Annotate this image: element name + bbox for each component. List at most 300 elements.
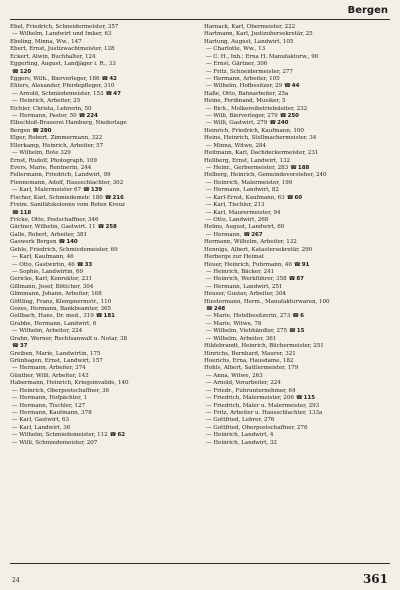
repeat-dash: — [206,395,214,402]
entry-text: Grabbe, Hermann, Landwirt, 6 [10,320,97,327]
directory-entry [204,291,390,298]
entry-text: Hartmann, Karl, Justizobersekretär, 25 [204,31,313,38]
repeat-dash: — [206,432,214,439]
directory-entry [10,291,196,298]
entry-text: Gillmann, Josef, Böttcher, 304 [10,283,94,290]
entry-text: Wilhelm, Landwirt und Imker, 63 [19,31,112,38]
phone-number: ☎ 181 [96,313,115,319]
directory-entry [10,388,196,395]
entry-text: Freim. Sanitätskolonne vom Roten Kreuz [10,202,125,209]
directory-entry [10,180,196,187]
directory-entry [204,313,390,320]
directory-entry [10,128,196,135]
repeat-dash: — [206,194,214,201]
entry-text: Friedrich, Maler u. Malermeister, 293 [213,402,320,409]
entry-text: Göttling, Franz, Klempnermstr., 110 [10,298,112,305]
entry-text: Karl, Landwirt, 36 [19,424,71,431]
entry-text: Wilhelm, Bote 329 [19,150,71,157]
directory-entry [10,98,196,105]
repeat-dash: — [12,187,20,194]
directory-entry [204,247,390,254]
repeat-dash: — [12,150,20,157]
entry-text: Hinrichs, Bernhard, Maurer, 321 [204,350,296,357]
directory-entry [204,128,390,135]
entry-text: Heinrich, Friedrich, Kaufmann, 100 [204,127,304,134]
repeat-dash: — [206,372,214,379]
repeat-dash: — [12,395,20,402]
repeat-dash: — [12,328,20,335]
directory-entry [10,195,196,202]
repeat-dash: — [12,254,20,261]
directory-entry [204,343,390,350]
directory-entry [10,328,196,335]
repeat-dash: — [12,261,20,268]
directory-entry [10,284,196,291]
entry-text: Gaswerk Bergen [10,239,57,246]
directory-entry [10,54,196,61]
directory-entry [204,417,390,424]
repeat-dash: — [206,75,214,82]
repeat-dash: — [206,283,214,290]
directory-entry [204,224,390,231]
entry-text: Karl, Malermeister 67 [19,187,82,194]
directory-entry [204,432,390,439]
directory-entry [204,120,390,127]
directory-entry [10,262,196,269]
directory-entry [10,143,196,150]
directory-entry [10,336,196,343]
directory-entry [204,425,390,432]
directory-entry [10,46,196,53]
directory-entry [204,380,390,387]
directory-entry [10,113,196,120]
directory-entry [10,158,196,165]
phone-number: ☎ 47 [105,91,120,97]
repeat-dash: — [206,276,214,283]
entry-text: Harnack, Karl, Obermeister, 222 [204,24,296,30]
entry-text: Arnold, Schmiedemeister, 153 [19,90,104,97]
directory-entry [204,172,390,179]
entry-text: Greiben, Marie, Landwirtin, 175 [10,350,101,357]
directory-entry [204,440,390,447]
repeat-dash: — [206,335,214,342]
directory-entry [10,202,196,209]
entry-text: Fritz, Arbeiter u. Hausschlachter, 133a [213,409,323,416]
entry-text: Ernst, Gärtner, 306 [213,61,268,68]
entry-text: Hoerichs, Erna, Hausdame, 182 [204,357,294,364]
phone-number: ☎ 258 [98,224,117,230]
directory-entry [10,83,196,90]
directory-entry [204,210,390,217]
phone-number: ☎ 280 [32,128,51,134]
directory-entry [204,46,390,53]
entry-text: Eggerling, August, Landjäger i. R., 33 [10,61,116,68]
entry-text: Charlotte, Ww., 13 [213,46,266,53]
repeat-dash: — [12,402,20,409]
directory-entry [204,135,390,142]
phone-number: ☎ 33 [77,262,92,268]
directory-entry [204,395,390,402]
repeat-dash: — [12,268,20,275]
repeat-dash: — [206,53,214,60]
directory-entry [204,165,390,172]
phone-number: ☎ 250 [280,113,299,119]
repeat-dash: — [206,46,214,53]
directory-entry [10,410,196,417]
page-header-title: Bergen [347,5,388,16]
phone-number: ☎ 87 [289,276,304,282]
entry-text: Rich., Molkereibetriebsleiter, 232 [213,105,308,112]
directory-entry [204,39,390,46]
entry-text: Gozes, Hermann, Bankbeamter, 365 [10,306,112,313]
entry-text: Fricke, Otto, Postschaffner, 346 [10,216,99,223]
entry-text: Elbschloß-Brauerei Hamburg, Niederlage [10,120,127,127]
entry-text: Heins, Heinrich, Stellmachermeister, 34 [204,135,317,142]
entry-text: Hermann, Wilhelm, Arbeiter, 132 [204,239,297,246]
repeat-dash: — [206,409,214,416]
directory-entry [10,299,196,306]
repeat-dash: — [12,31,20,38]
entry-text: Hohls, Albert, Sattlermeister, 179 [204,365,299,372]
repeat-dash: — [206,439,214,446]
entry-text: Heinrich, Landwirt, 32 [213,439,277,446]
entry-text: Heinr., Gerbermeister, 283 [213,165,289,172]
entry-text: Hildebrandt, Heinrich, Büchermeister, 251 [204,343,324,350]
directory-entry [204,158,390,165]
directory-entry [10,106,196,113]
entry-text: Heine, Ferdinand, Musiker, 5 [204,98,286,105]
directory-entry [10,254,196,261]
entry-text: Gottfried, Oberpostschaffner, 276 [213,424,308,431]
page-number: 361 [362,572,388,586]
directory-entry [10,135,196,142]
entry-text: Arnold, Vorarbeiter, 224 [213,380,281,387]
directory-entry [10,440,196,447]
phone-number: ☎ 91 [294,262,309,268]
repeat-dash: — [12,98,20,105]
entry-text: Fritz, Schneidermeister, 277 [213,68,293,75]
directory-entry [204,187,390,194]
directory-entry [204,373,390,380]
directory-entry [10,403,196,410]
phone-number: ☎ 60 [287,195,302,201]
directory-entry [10,120,196,127]
entry-text: Fiennemann, Adolf, Hausschlachter, 302 [10,179,124,186]
entry-text: Sophie, Landwirtin, 69 [19,268,84,275]
entry-text: Hermann, [213,231,242,238]
entry-text: Gehle, Friedrich, Schmiedemeister, 69 [10,246,118,253]
directory-entry [204,321,390,328]
directory-entry [204,403,390,410]
repeat-dash: — [206,387,214,394]
entry-text: Willi, Schmiedemeister, 207 [19,439,98,446]
directory-entry [204,410,390,417]
directory-entry [204,299,390,306]
repeat-dash: — [206,142,214,149]
entry-text: Gärtner, Wilhelm, Gastwirt. 11 [10,224,96,231]
entry-text: Haße, Otto, Bahnarbeiter, 25a [204,90,289,97]
entry-text: Helms, August, Landwirt, 60 [204,224,285,231]
entry-text: Ebeling, Minna, Ww., 147 [10,38,82,45]
directory-entry [204,365,390,372]
phone-number: ☎ 6 [292,313,304,319]
entry-text: Ebel, Friedrich, Schneidermeister, 357 [10,24,119,30]
entry-text: Ehlers, Alexander, Pferdepfleger, 310 [10,83,115,90]
entry-text: Hermann, Kaufmann, 378 [19,409,92,416]
directory-entry [204,54,390,61]
directory-entry [204,61,390,68]
header-rule [10,19,390,20]
repeat-dash: — [12,439,20,446]
directory-entry [204,143,390,150]
directory-entry [204,24,390,31]
directory-entry [204,239,390,246]
repeat-dash: — [206,202,214,209]
directory-entry [10,395,196,402]
entry-text: Grahn, Werner, Rechtsanwalt u. Notar, 38 [10,335,128,342]
directory-entry [10,373,196,380]
repeat-dash: — [206,424,214,431]
repeat-dash: — [206,216,214,223]
directory-entry [10,269,196,276]
entry-text: Wilhelm, Arbeiter, 361 [213,335,277,342]
directory-entry [10,172,196,179]
repeat-dash: — [206,231,214,238]
entry-text: Eckert, Alwin, Buchhalter, 124 [10,53,96,60]
repeat-dash: — [206,402,214,409]
entry-text: C. H., Inh.: Erna H. Manufakturw., 90 [213,53,319,60]
directory-entry [204,306,390,313]
entry-text: Gericke, Karl, Konrektor, 231 [10,276,92,283]
phone-number: ☎ 188 [290,165,309,171]
repeat-dash: — [206,120,214,127]
entry-text: Hennigs, Albert, Katastersekretär, 290 [204,246,313,253]
directory-entry [10,313,196,320]
directory-entry [10,69,196,76]
directory-entry [10,432,196,439]
directory-entry [10,31,196,38]
directory-column-right [204,24,390,560]
phone-number: ☎ 140 [59,239,78,245]
repeat-dash: — [206,268,214,275]
directory-entry [204,217,390,224]
directory-entry [10,351,196,358]
repeat-dash: — [206,83,214,90]
entry-text: Hermann, Pastor, 50 [19,113,77,120]
entry-text: Wilhelm, Viehhändler, 275 [213,328,287,335]
repeat-dash: — [12,409,20,416]
entry-text: Fischer, Karl, Schmiedemstr. 180 [10,194,103,201]
phone-number: ☎ 15 [289,328,304,334]
entry-text: Eggers, Wilh., Bierverleger, 186 [10,75,100,82]
directory-entry [10,165,196,172]
entry-text: Karl, Maurermeister, 94 [213,209,281,216]
phone-number: ☎ 118 [12,210,31,216]
phone-number: ☎ 139 [83,187,102,193]
directory-entry [204,276,390,283]
repeat-dash: — [206,320,214,327]
directory-entry [204,106,390,113]
entry-text: Willi, Bierverleger, 279 [213,113,278,120]
entry-text: Hermann, Arbeiter, 374 [19,365,86,372]
directory-entry [10,187,196,194]
directory-entry [204,69,390,76]
repeat-dash: — [206,165,214,172]
directory-entry [204,76,390,83]
directory-entry [10,39,196,46]
repeat-dash: — [12,90,20,97]
phone-number: ☎ 37 [12,343,27,349]
directory-column-left [10,24,196,560]
entry-text: Karl, Gastwirt, 63 [19,417,70,424]
repeat-dash: — [12,432,20,439]
phone-number: ☎ 224 [79,113,98,119]
entry-text: Habermann, Heinrich, Kriegsinvalide, 140 [10,380,129,387]
entry-text: Galle, Robert, Arbeiter, 381 [10,231,88,238]
entry-text: Heinrich, Arbeiter, 25 [19,98,81,105]
directory-entry [204,83,390,90]
entry-text: Karl-Ernst, Kaufmann, 63 [213,194,285,201]
entry-text: Otto, Gastwirtin, 46 [19,261,75,268]
entry-text: Fellermann, Friedrich, Landwirt, 99 [10,172,111,179]
entry-text: Ebert, Ernst, Justizwachtmeister, 128 [10,46,115,53]
entry-text: Marie, Witwe, 78 [213,320,262,327]
repeat-dash: — [206,61,214,68]
directory-entry [10,76,196,83]
phone-number: ☎ 42 [102,76,117,82]
directory-entry [10,365,196,372]
entry-text: Otto, Landwirt, 268 [213,216,269,223]
directory-entry [204,351,390,358]
entry-text: Hermann, Landwirt, 82 [213,187,279,194]
directory-entry [10,276,196,283]
entry-text: Heinrich, Werkführer, 358 [213,276,287,283]
entry-text: Hermann, Landwirt, 251 [213,283,283,290]
entry-text: Karl, Kaufmann, 46 [19,254,74,261]
entry-text: Hermann, Tischler, 127 [19,402,85,409]
repeat-dash: — [206,209,214,216]
repeat-dash: — [206,380,214,387]
entry-text: Hartung, August, Landwirt, 105 [204,38,294,45]
directory-entry [10,343,196,350]
phone-number: ☎ 44 [284,83,299,89]
repeat-dash: — [206,417,214,424]
repeat-dash: — [206,313,214,320]
phone-number: ☎ 267 [243,232,262,238]
entry-text: Glimmann, Johann, Arbeiter, 168 [10,291,102,298]
directory-entry [10,150,196,157]
directory-entry [204,98,390,105]
directory-entry [10,380,196,387]
repeat-dash: — [206,113,214,120]
directory-entry [204,254,390,261]
directory-entry [10,358,196,365]
entry-text: Heuser, Gustav, Arbeiter, 304 [204,291,286,298]
entry-text: Heuer, Heinrich, Fuhrmann, 40 [204,261,292,268]
entry-text: Heinrich, Bäcker, 241 [213,268,275,275]
entry-text: Wilhelm, Hofbesitzer, 29 [213,83,282,90]
directory-entry [10,239,196,246]
entry-text: Gottfried, Lehrer, 276 [213,417,275,424]
directory-entry [204,262,390,269]
directory-columns [10,24,390,560]
entry-text: Hellberg, Ernst, Landwirt, 132 [204,157,290,164]
directory-entry [204,358,390,365]
directory-entry [10,61,196,68]
entry-text: Gollbach, Hans, Dr. med., 319 [10,313,94,320]
directory-entry [10,217,196,224]
entry-text: Heinrich, Landwirt, 4 [213,432,274,439]
directory-entry [204,91,390,98]
entry-text: Herberge zur Heimat [204,254,265,261]
repeat-dash: — [12,387,20,394]
entry-text: Karl, Tischler, 213 [213,202,265,209]
entry-text: Friedr., Fuhrunternehmer, 64 [213,387,296,394]
directory-entry [10,247,196,254]
directory-entry [204,150,390,157]
directory-entry [204,328,390,335]
repeat-dash: — [12,424,20,431]
repeat-dash: — [12,365,20,372]
entry-text: Elger, Robert, Zimmermann, 322 [10,135,103,142]
entry-text: Minna, Witwe, 284 [213,142,267,149]
directory-entry [204,31,390,38]
entry-text: Ernst, Rudolf, Photograph, 109 [10,157,97,164]
repeat-dash: — [206,187,214,194]
entry-text: Grünhagen, Ernst, Landwirt, 157 [10,357,103,364]
entry-text: Bergen [10,127,31,134]
entry-text: Wilhelm, Schmiedemeister, 112 [19,432,108,439]
entry-text: Eichler, Christa, Lehrerin, 50 [10,105,92,112]
repeat-dash: — [206,179,214,186]
directory-entry [10,224,196,231]
repeat-dash: — [12,417,20,424]
directory-entry [204,269,390,276]
entry-text: Hermann, Arbeiter, 105 [213,75,280,82]
entry-text: Helberg, Heinrich, Gemeindevorsteher, 240 [204,172,327,179]
directory-entry [204,195,390,202]
phone-number: ☎ 240 [269,120,288,126]
directory-entry [10,91,196,98]
repeat-dash: — [12,113,20,120]
entry-text: Marie, Hotelbesitzerin, 273 [213,313,291,320]
entry-text: Ellerkamp, Heinrich, Arbeiter, 57 [10,142,104,149]
directory-entry [204,336,390,343]
phone-number: ☎ 62 [110,432,125,438]
directory-entry [204,180,390,187]
repeat-dash: — [206,328,214,335]
entry-text: Heitmann, Karl, Dachdeckermeister, 231 [204,150,319,157]
directory-entry [10,210,196,217]
footer-rule [10,563,390,564]
directory-entry [204,284,390,291]
phone-number: ☎ 120 [12,69,31,75]
directory-entry [10,417,196,424]
directory-entry [204,388,390,395]
phone-number: ☎ 248 [206,306,225,312]
repeat-dash: — [206,68,214,75]
entry-text: Günther, Willi, Arbeiter, 143 [10,372,89,379]
footer-left-number: 24 [12,577,20,584]
entry-text: Anna, Witwe, 263 [213,372,263,379]
directory-entry [10,425,196,432]
directory-entry [204,202,390,209]
entry-text: Hermann, Hofpächter, 1 [19,395,88,402]
directory-entry [10,232,196,239]
repeat-dash: — [206,105,214,112]
entry-text: Evers, Marie, Rentnerin, 244 [10,165,92,172]
entry-text: Friedrich, Malermeister, 206 [213,395,294,402]
